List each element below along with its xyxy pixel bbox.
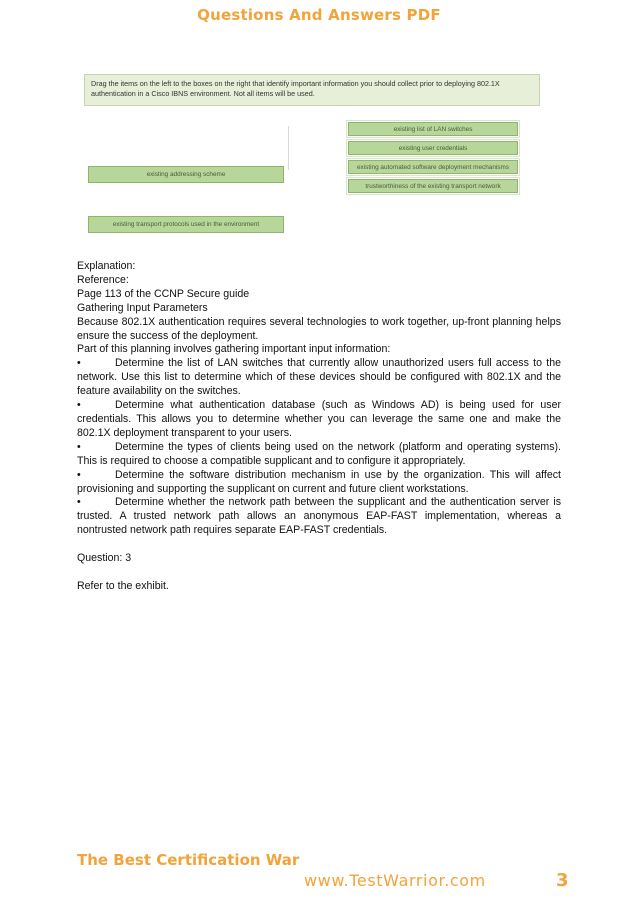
right-item-transport-network-trust[interactable]: trustworthiness of the existing transport network [348, 179, 518, 193]
drag-drop-exhibit [84, 112, 540, 244]
bullet-text: Determine what authentication database (such as Windows AD) is being used for user credentials. This allows you to determine whether you can leverage the same one and make the 802.1X deployment transparent to your users. [77, 399, 561, 439]
right-item-user-credentials[interactable]: existing user credentials [348, 141, 518, 155]
spacer [77, 538, 561, 552]
explanation-label: Explanation: [77, 260, 136, 272]
intro-paragraph: Because 802.1X authentication requires several technologies to work together, up-front planning helps ensure the success of the deployment. [77, 315, 561, 342]
right-item-software-deployment[interactable]: existing automated software deployment mechanisms [348, 160, 518, 174]
bullet-marker: • [77, 440, 81, 453]
bullet-text: Determine the software distribution mechanism in use by the organization. This will affect provisioning and supporting the supplicant on current and future client workstations. [77, 468, 561, 495]
bullet-marker: • [77, 399, 81, 412]
bullet-marker: • [77, 496, 81, 509]
bullet-item [77, 399, 561, 441]
reference-source: Page 113 of the CCNP Secure guide [77, 287, 250, 300]
question-text: Refer to the exhibit. [77, 579, 169, 592]
answer-body [77, 260, 561, 594]
bullet-marker: • [77, 468, 81, 481]
section-title: Gathering Input Parameters [77, 301, 208, 314]
bullet-item [77, 469, 561, 497]
footer-brand: The Best Certification War [77, 851, 300, 869]
reference-label: Reference: [77, 273, 129, 286]
bullet-text: Determine the list of LAN switches that currently allow unauthorized users full access to the network. Use this list to determine which of these devices should be configured with 802.1X and the feature availability on the switches. [77, 357, 561, 398]
right-item-lan-switches[interactable]: existing list of LAN switches [348, 122, 518, 136]
spacer [77, 566, 561, 580]
lead-in: Part of this planning involves gathering important input information: [77, 343, 391, 356]
bullet-item [77, 357, 561, 399]
bullet-item [77, 496, 561, 538]
footer-url-link[interactable]: www.TestWarrior.com [304, 871, 486, 890]
page-header-title: Questions And Answers PDF [197, 6, 441, 24]
bullet-text: Determine whether the network path between the supplicant and the authentication server is trusted. A trusted network path allows an anonymous EAP-FAST implementation, whereas a nontrusted network path requires separate EAP-FAST credentials. [77, 496, 561, 537]
bullet-marker: • [77, 357, 81, 370]
left-item-transport-protocols[interactable]: existing transport protocols used in the environment [88, 216, 284, 233]
bullet-item [77, 441, 561, 469]
page-number: 3 [556, 870, 569, 891]
exhibit-instruction: Drag the items on the left to the boxes on the right that identify important information you should collect prior to deploying 802.1X authentication in a Cisco IBNS environment. Not all items will be used. [84, 74, 540, 106]
question-label: Question: 3 [77, 552, 132, 565]
left-item-addressing-scheme[interactable]: existing addressing scheme [88, 166, 284, 183]
exhibit-divider [288, 126, 289, 170]
bullet-text: Determine the types of clients being used on the network (platform and operating systems). This is required to choose a compatible supplicant and to configure it appropriately. [77, 440, 561, 467]
